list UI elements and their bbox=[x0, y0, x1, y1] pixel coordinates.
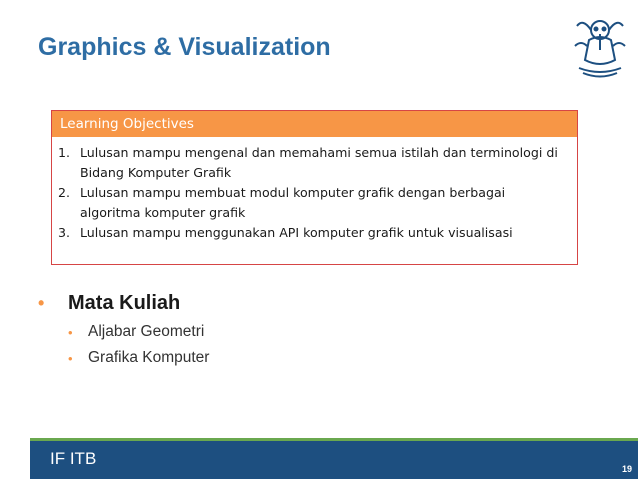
list-item-number: 3. bbox=[58, 225, 71, 240]
learning-objectives-header: Learning Objectives bbox=[52, 111, 577, 137]
bullet-section bbox=[38, 292, 209, 367]
sub-bullet-text: Aljabar Geometri bbox=[88, 323, 205, 340]
learning-objectives-list bbox=[52, 137, 577, 243]
bullet-dot-icon: • bbox=[68, 350, 73, 366]
list-item-number: 1. bbox=[58, 145, 71, 160]
slide-title: Graphics & Visualization bbox=[38, 33, 331, 61]
main-bullet bbox=[38, 292, 209, 315]
main-bullet-text: Mata Kuliah bbox=[68, 292, 181, 314]
sub-bullet-text: Grafika Komputer bbox=[88, 349, 210, 366]
sub-bullet bbox=[68, 323, 209, 341]
list-item bbox=[58, 143, 569, 183]
bullet-dot-icon: • bbox=[38, 293, 45, 313]
itb-ganesha-logo-icon bbox=[569, 10, 631, 78]
page-number: 19 bbox=[621, 464, 632, 474]
list-item bbox=[58, 183, 569, 223]
list-item-text: Lulusan mampu mengenal dan memahami semua istilah dan terminologi di Bidang Komputer Grafik bbox=[80, 145, 558, 180]
list-item-text: Lulusan mampu membuat modul komputer grafik dengan berbagai algoritma komputer grafik bbox=[80, 185, 506, 220]
sub-bullet bbox=[68, 349, 209, 367]
list-item-text: Lulusan mampu menggunakan API komputer grafik untuk visualisasi bbox=[80, 225, 513, 240]
footer-label: IF ITB bbox=[50, 449, 97, 468]
list-item bbox=[58, 223, 569, 243]
footer-bar bbox=[30, 441, 638, 479]
bullet-dot-icon: • bbox=[68, 324, 73, 340]
learning-objectives-box bbox=[51, 110, 578, 265]
list-item-number: 2. bbox=[58, 185, 71, 200]
